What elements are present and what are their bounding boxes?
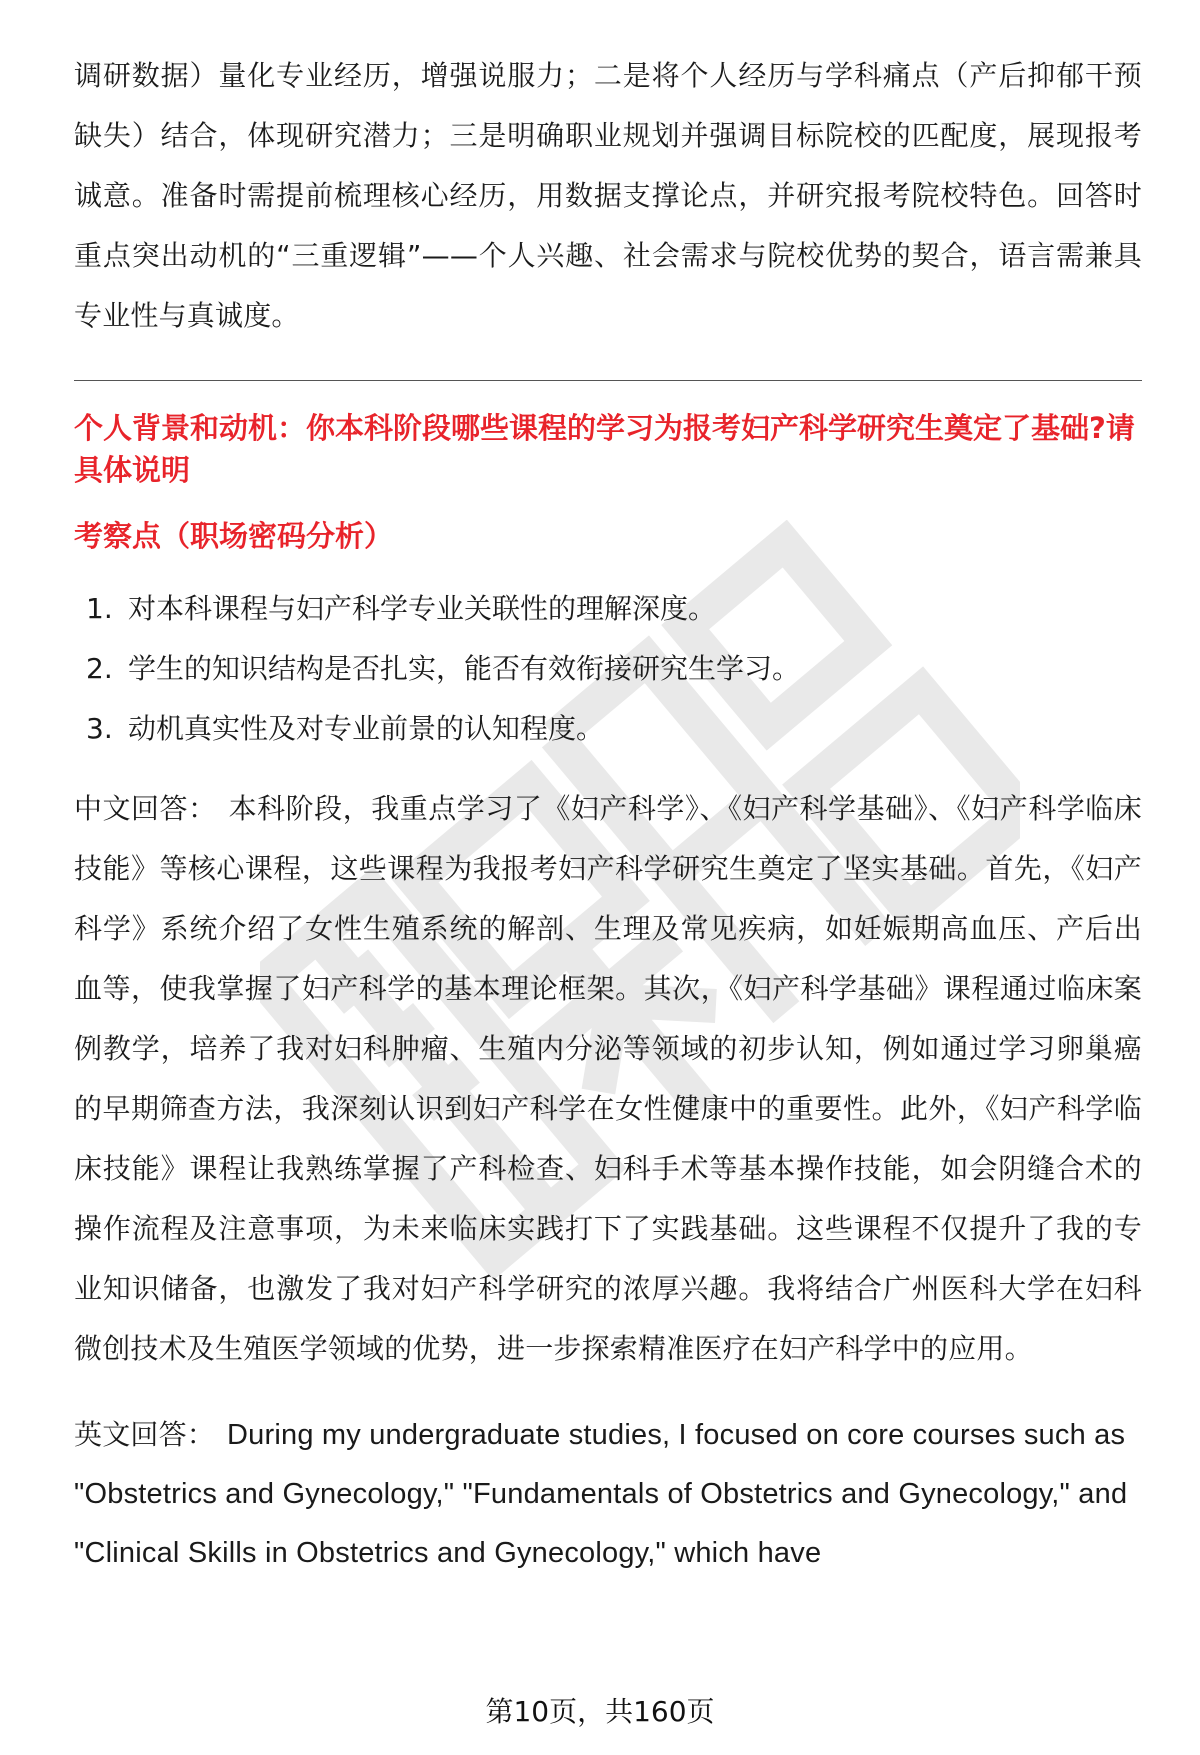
assessment-points-title: 考察点（职场密码分析） <box>74 519 394 553</box>
list-item <box>74 639 1142 699</box>
english-answer-label: 英文回答： <box>74 1418 216 1451</box>
list-text: 对本科课程与妇产科学专业关联性的理解深度。 <box>128 592 717 625</box>
question-heading: 个人背景和动机：你本科阶段哪些课程的学习为报考妇产科学研究生奠定了基础?请具体说明 <box>74 411 1135 487</box>
english-answer <box>74 1405 1142 1583</box>
list-number: 2. <box>86 652 113 685</box>
list-text: 动机真实性及对专业前景的认知程度。 <box>128 712 605 745</box>
chinese-answer-label: 中文回答： <box>74 792 217 825</box>
chinese-answer <box>74 779 1142 1379</box>
list-item <box>74 699 1142 759</box>
section-divider <box>74 380 1142 381</box>
english-answer-text: During my undergraduate studies, I focused on core courses such as "Obstetrics and Gynecology," "Fundamentals of Obstetrics and Gynecology," and "Clinical Skills in Obstetrics and Gynecology," which have <box>74 1419 1128 1569</box>
list-number: 3. <box>86 712 113 745</box>
chinese-answer-text: 本科阶段，我重点学习了《妇产科学》、《妇产科学基础》、《妇产科学临床技能》等核心课程，这些课程为我报考妇产科学研究生奠定了坚实基础。首先，《妇产科学》系统介绍了女性生殖系统的解剖、生理及常见疾病，如妊娠期高血压、产后出血等，使我掌握了妇产科学的基本理论框架。其次，《妇产科学基础》课程通过临床案例教学，培养了我对妇科肿瘤、生殖内分泌等领域的初步认知，例如通过学习卵巢癌的早期筛查方法，我深刻认识到妇产科学在女性健康中的重要性。此外，《妇产科学临床技能》课程让我熟练掌握了产科检查、妇科手术等基本操作技能，如会阴缝合术的操作流程及注意事项，为未来临床实践打下了实践基础。这些课程不仅提升了我的专业知识储备，也激发了我对妇产科学研究的浓厚兴趣。我将结合广州医科大学在妇科微创技术及生殖医学领域的优势，进一步探索精准医疗在妇产科学中的应用。 <box>74 792 1142 1365</box>
list-text: 学生的知识结构是否扎实，能否有效衔接研究生学习。 <box>128 652 801 685</box>
document-page <box>74 46 1142 1609</box>
intro-paragraph: 调研数据）量化专业经历，增强说服力；二是将个人经历与学科痛点（产后抑郁干预缺失）结合，体现研究潜力；三是明确职业规划并强调目标院校的匹配度，展现报考诚意。准备时需提前梳理核心经历，用数据支撑论点，并研究报考院校特色。回答时重点突出动机的“三重逻辑”——个人兴趣、社会需求与院校优势的契合，语言需兼具专业性与真诚度。 <box>74 59 1142 332</box>
assessment-points-list <box>74 579 1142 759</box>
page-footer: 第10页，共160页 <box>485 1695 715 1728</box>
list-item <box>74 579 1142 639</box>
list-number: 1. <box>86 592 113 625</box>
